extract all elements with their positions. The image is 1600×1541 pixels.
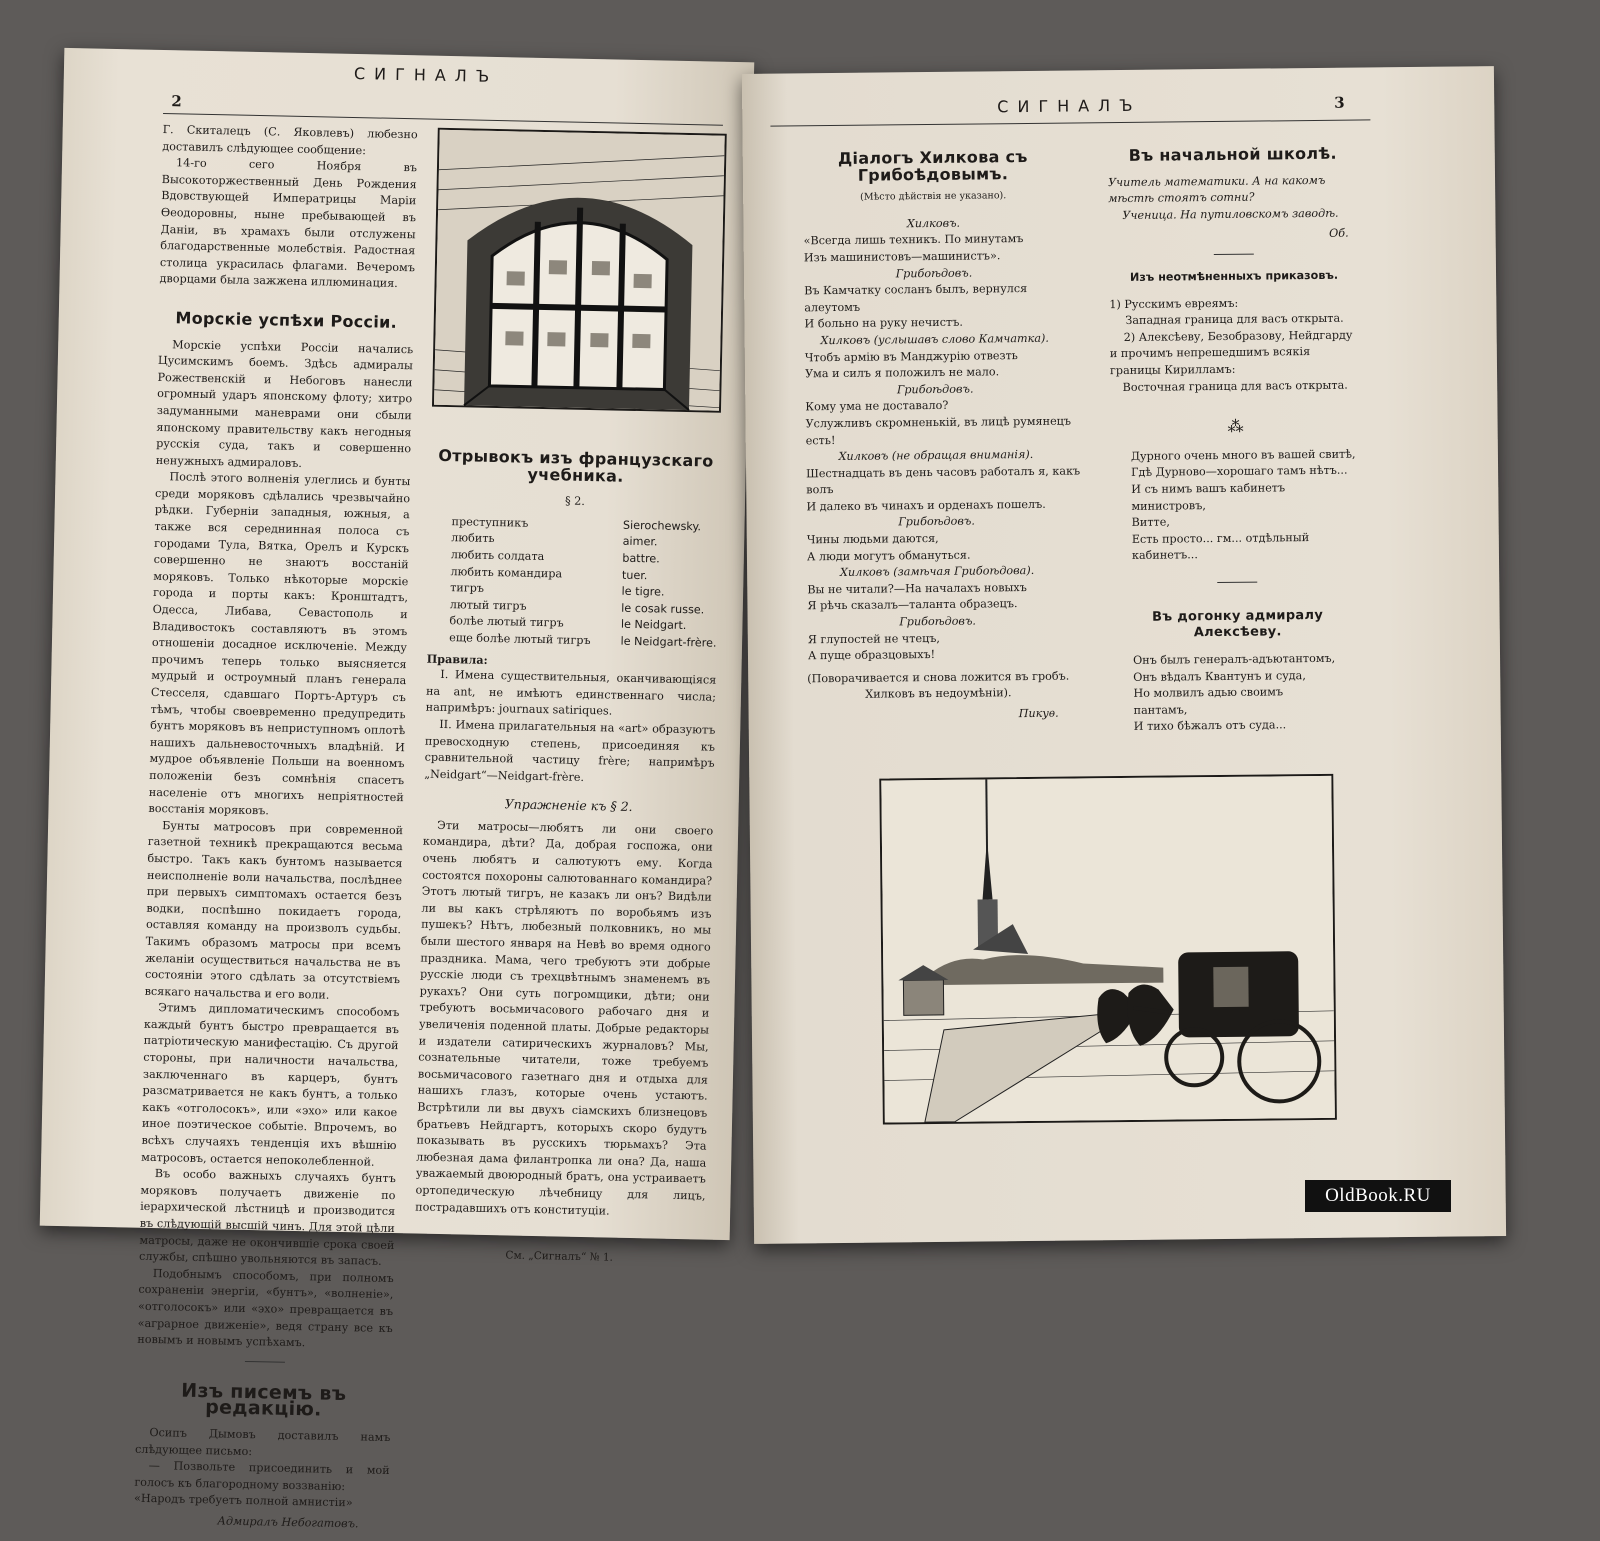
exercise-title: Упражненiе къ § 2. [504, 796, 633, 815]
misc-column [1107, 143, 1364, 737]
orders-title: Изъ неотмѣненныхъ приказовъ. [1129, 268, 1339, 284]
window-drawing [434, 130, 725, 411]
poem-line: Есть просто... гм... отдѣльный кабинетъ... [1131, 530, 1310, 563]
masthead-right: СИГНАЛЪ [997, 95, 1142, 117]
dialog-verse: Ума и силъ я положилъ не мало. [804, 365, 1000, 381]
separator [244, 1361, 284, 1363]
dialog-subtitle: (Мѣсто дѣйствiя не указано). [860, 190, 1007, 203]
vocab-french: le cosak russe. [621, 601, 705, 617]
dialog-speaker: Грибоѣдовъ. [899, 614, 976, 629]
school-line: Учитель математики. А на какомъ мѣстѣ стоятъ сотни? [1107, 173, 1326, 206]
poem-line: Онъ былъ генералъ-адъютантомъ, [1132, 651, 1336, 667]
letter-paragraph: — Позвольте присоединить и мой голосъ къ благородному воззванiю: [134, 1459, 390, 1493]
left-column [133, 122, 417, 1534]
news-lead: Г. Скиталецъ (С. Яковлевъ) любезно доставилъ слѣдующее сообщение: [162, 122, 418, 157]
article-body-naval [137, 336, 413, 1353]
poem-alekseev [1113, 651, 1364, 737]
vocab-french: tuer. [621, 568, 648, 582]
paragraph: Въ особо важныхъ случаяхъ бунтъ моряковъ получаетъ движенiе по iерархической лѣстницѣ и производится въ слѣдующiй высшiй чинъ. Для этой цѣли матросы, даже не окончившiе срока своей службы, спѣшно увольняются въ запасъ. [138, 1167, 396, 1268]
rules-heading: Правила: [426, 651, 488, 667]
vocab-russian: любить солдата [450, 548, 545, 564]
dialog-verse: Въ Камчатку сосланъ былъ, вернулся алеутомъ [804, 282, 1028, 315]
dialog-verse: И далеко въ чинахъ и орденахъ пошелъ. [806, 497, 1046, 514]
footer-note: См. „Сигналъ“ № 1. [505, 1249, 614, 1264]
poem-line: Но молвилъ адью своимъ [1133, 685, 1284, 701]
poem-title-alekseev: Въ догонку адмиралу Алексѣеву. [1152, 607, 1324, 641]
order-item: 2) Алексѣеву, Безобразову, Нейдгарду и прочимъ непрешедшимъ всякiя границы Кирилламъ: [1109, 328, 1353, 378]
page-number-left: 2 [171, 92, 182, 111]
dialog-verse: Шестнадцать въ день часовъ работалъ я, какъ волъ [806, 464, 1081, 497]
paragraph: Бунты матросовъ при современной газетной техникѣ прекращаются весьма быстро. Такъ какъ бунтомъ называется неисполненiе воли начальства, послѣднее при первыхъ симптомахъ остается безъ водки, поспѣшно покидаетъ города, оставляя команду на произволъ судьбы. Такимъ образомъ матросы при всемъ желанiи осуществиться начальства не въ состоянiи этого сдѣлать за отсутствiемъ всякаго начальства и его воли. [144, 818, 404, 1002]
news-body: 14-го сего Ноября въ Высокоторжественный День Рождения Вдовствующей Императрицы Марiи Ѳеодоровны, ныне пребывающей въ Данiи, въ храмахъ были отслужены благодарственные молебствiя. Радостная столица украсилась флагами. Вечеромъ дворцами была зажжена иллюминация. [159, 156, 418, 291]
textbook-column [414, 445, 721, 1269]
dialog-speaker: Хилковъ. [906, 216, 961, 231]
separator [1217, 581, 1257, 582]
exercise-text: Эти матросы—любятъ ли они своего командира, дѣти? Да, добрая госпожа, они очень любятъ и салютуютъ ему. Когда состоятся похороны салютованнаго командира? Этотъ лютый тигръ, не казакъ ли онъ? Видѣли ли вы какъ стрѣляютъ по воробьямъ изъ пушекъ? Нѣтъ, любезный полковникъ, но мы были шестого января на Невѣ во время одного праздника. Мама, чего требуютъ эти добрые русскiе люди съ трехцвѣтнымъ знаменемъ въ рукахъ? Они суть погромщики, дѣти; они требуютъ восьмичасового рабочаго дня и увеличенiя поденной платы. Добрые редакторы и издатели сатирическихъ журналовъ? Мы, сознательные читатели, тоже требуемъ восьмичасового газетнаго дня и отдыха для нашихъ глазъ, которые очень устаютъ. Встрѣтили ли вы двухъ сiамскихъ близнецовъ братьевъ Нейдгартъ, которыхъ скоро будутъ показывать въ русскихъ тюрьмахъ? Эта любезная дама филантропка ли она? Да, наша уважаемый двоюродный братъ, она устраиваетъ ортопедическую лѣчебницу для лицъ, пострадавшихъ отъ конституцiи. [415, 818, 714, 1218]
order-item: Западная граница для васъ открыта. [1125, 311, 1344, 328]
school-line: Ученица. На путиловскомъ заводѣ. [1122, 206, 1339, 222]
vocab-russian: любить [451, 531, 495, 546]
dialog-speaker: Грибоѣдовъ. [898, 515, 975, 529]
vocab-russian: еще болѣе лютый тигръ [449, 631, 591, 647]
vocab-french: le tigre. [621, 584, 665, 599]
paragraph: Этимъ дипломатическимъ способомъ каждый бунтъ быстро превращается въ патрiотическую манифестацiю. Съ другой стороны, при наличности начальства, заключеннаго въ карцеръ, бунтъ разсматривается не какъ бунтъ, а только какъ «отголосокъ», или «эхо» или какое иное поэтическое событiе. Впрочемъ, во всѣхъ случаяхъ тенденцiя ихъ вѣшнiю матросовъ, остается непоколебленной. [141, 1001, 400, 1169]
dialog-verse: А люди могутъ обмануться. [806, 548, 971, 563]
poem-line: И съ нимъ вашъ кабинетъ министровъ, [1131, 481, 1286, 513]
vocab-russian: тигръ [450, 581, 485, 595]
letter-quote: «Народъ требуетъ полной амнистiи» [133, 1491, 353, 1510]
separator [1214, 254, 1254, 255]
poem-line: Дурного очень много въ вашей свитѣ, [1130, 447, 1356, 463]
section-number: § 2. [564, 494, 586, 509]
dialog-speaker: Хилковъ (замѣчая Грибоѣдова). [839, 564, 1035, 580]
paragraph: Послѣ этого волненiя улеглись и бунты среди моряковъ сдѣлались чрезвычайно рѣдки. Губернiи западныя, южныя, а также вся середнинная полоса съ городами Тула, Вятка, Орелъ и Курскъ совершенно не знаютъ восстанiй моряковъ. Только нѣкоторые морскiе города и порты какъ: Кронштадтъ, Одесса, Либава, Севастополь и Владивостокъ составляютъ въ этомъ отношенiи досадное исключенiе. Между прочимъ теперь только выясняется мудрый и остроумный планъ генерала Стесселя, сдавшаго Портъ-Артуръ съ тѣмъ, чтобы своевременно предупредить бунтъ моряковъ въ неприступномъ оплотѣ нашихъ дальневосточныхъ владѣнiй. И мудрое объявленiе Польши на военномъ положенiи безъ сомнѣнiя спасетъ населенiе отъ многихъ непрiятностей восстанiя моряковъ. [148, 470, 411, 818]
dialog-title: Дiалогъ Хилкова съ Грибоѣдовымъ. [837, 146, 1028, 185]
vocab-french: aimer. [622, 535, 658, 549]
poem-line: пантамъ, [1133, 703, 1188, 717]
fortress-illustration [879, 774, 1337, 1125]
poem-line: Витте, [1131, 515, 1170, 530]
rule-item: I. Имена существительныя, оканчивающiяся на ant, не имѣютъ единственнаго числа; напримѣръ: journaux satiriques. [425, 668, 717, 718]
school-signature: Об. [1328, 227, 1349, 241]
dialog-verse: Чины людьми даются, [806, 531, 939, 547]
dialog-verse: Вы не читали?—На началахъ новыхъ [807, 580, 1027, 597]
paragraph: Подобнымъ способомъ, при полномъ сохраненiи энергiи, «бунтъ», «волненiе», «отголосокъ» или «эхо» превращается въ «аграрное движенiе», ведя страну все къ новымъ и новымъ успѣхамъ. [137, 1266, 394, 1350]
dialog-verse: Изъ машинистовъ—машинистъ». [803, 249, 1001, 265]
header-rule-right [770, 119, 1370, 126]
vocab-french: battre. [622, 551, 660, 566]
dialog-speaker: Хилковъ (услышавъ слово Камчатка). [820, 331, 1049, 348]
dialog-verse: Кому ума не доставало? [805, 399, 949, 414]
dialog-verse: Я глупостей не чтецъ, [807, 631, 941, 646]
dialog-verse: «Всегда лишь техникъ. По минутамъ [803, 232, 1024, 248]
dialog-signature: Пикуѳ. [1018, 706, 1059, 721]
vocab-french: le Neidgart. [620, 618, 687, 633]
dialog-verse: А пуще образцовыхъ! [807, 648, 936, 663]
right-page [742, 66, 1506, 1244]
stars-divider: ⁂ [1227, 416, 1244, 437]
vocab-french: le Neidgart-frère. [620, 634, 717, 650]
order-item: 1) Русскимъ евреямъ: [1109, 296, 1239, 311]
dialog-lines [783, 214, 1088, 665]
vocab-russian: лютый тигръ [449, 597, 527, 613]
dialog-speaker: Грибоѣдовъ. [895, 266, 973, 280]
letter-paragraph: Осипъ Дымовъ доставилъ намъ слѣдующее письмо: [134, 1425, 391, 1458]
poem-line: И тихо бѣжалъ отъ суда... [1133, 718, 1287, 734]
article-title-textbook: Отрывокъ изъ французскаго учебника. [438, 445, 714, 486]
vocab-russian: болѣе лютый тигръ [449, 614, 564, 630]
dialog-verse: И больно на руку нечистъ. [804, 316, 963, 331]
letter-signature: Адмиралъ Небогатовъ. [217, 1514, 359, 1531]
dialog-column [783, 148, 1089, 725]
dialog-verse: Чтобъ армiю въ Манджурiю отвезть [804, 348, 1018, 364]
stage-direction: (Поворачивается и снова ложится въ гробъ. Хилковъ въ недоумѣнiи). [807, 669, 1070, 702]
dialog-speaker: Грибоѣдовъ. [896, 382, 974, 397]
watermark-logo: OldBook.RU [1305, 1180, 1451, 1212]
article-title-naval: Морскiе успѣхи Россiи. [175, 308, 398, 332]
window-illustration [432, 128, 727, 413]
vocab-table [449, 514, 719, 652]
poem-line: Онъ вѣдалъ Квантунъ и суда, [1133, 668, 1306, 684]
order-item: Восточная граница для васъ открыта. [1122, 378, 1348, 394]
dialog-verse: Услужливъ скромненькiй, въ лицѣ румянецъ есть! [805, 414, 1072, 447]
poem-line: Гдѣ Дурново—хорошаго тамъ нѣтъ... [1131, 463, 1348, 480]
dialog-verse: Я рѣчь сказалъ—таланта образецъ. [807, 597, 1018, 613]
masthead-left: СИГНАЛЪ [353, 63, 499, 86]
article-title-letters: Изъ писемъ въ редакцiю. [181, 1379, 347, 1421]
rule-item: II. Имена прилагательныя на «art» образуютъ превосходную степень, присоединяя къ сравнительной частицу frère; напримѣръ „Neidgart“—Neidgart-frère. [424, 717, 716, 784]
vocab-french: Sierochewsky. [622, 518, 702, 534]
school-title: Въ начальной школѣ. [1128, 143, 1337, 165]
paragraph: Морскiе успѣхи Россiи начались Цусимскимъ боемъ. Здѣсь адмиралы Рожественскiй и Небоговъ нанесли огромный ударъ японскому флоту; хитро задуманными маневрами они сбыли японскому правительству какъ негодныя русскiя суда, такъ и совершенно ненужныхъ адмираловъ. [155, 337, 414, 470]
dialog-speaker: Хилковъ (не обращая вниманiя). [838, 448, 1034, 464]
fortress-drawing [881, 776, 1335, 1123]
poem-shortcomings [1111, 446, 1362, 565]
vocab-russian: любить командира [450, 564, 563, 581]
left-page [40, 48, 755, 1531]
page-number-right: 3 [1334, 93, 1345, 112]
vocab-russian: преступникъ [451, 514, 529, 530]
